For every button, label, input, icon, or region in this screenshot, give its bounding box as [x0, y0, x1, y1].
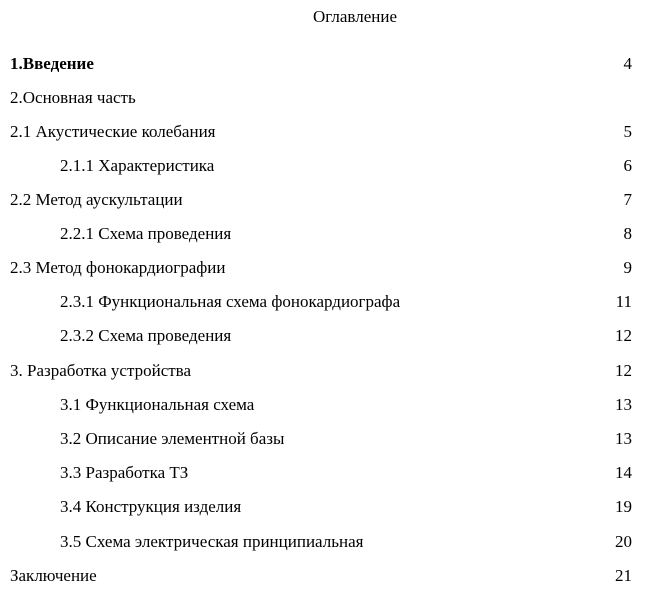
toc-entry	[0, 428, 666, 450]
toc-entry	[0, 462, 666, 484]
toc-entry-page: 6	[623, 156, 632, 175]
toc-entry-page: 13	[615, 429, 632, 448]
toc-entry	[0, 223, 666, 245]
toc-entry-label: 2.3.2 Схема проведения	[60, 326, 232, 345]
toc-entry	[0, 53, 666, 75]
toc-entry	[0, 155, 666, 177]
toc-entry-page: 4	[623, 54, 632, 73]
toc-entry	[0, 565, 666, 587]
toc-entry-page: 12	[615, 361, 632, 380]
toc-entry-label: 2.3 Метод фонокардиографии	[10, 258, 226, 277]
toc-entry	[0, 325, 666, 347]
toc-title: Оглавление	[313, 7, 397, 26]
toc-entry-label: Заключение	[10, 566, 97, 585]
toc-entry-label: 2.1 Акустические колебания	[10, 122, 216, 141]
toc-entry-page: 20	[615, 532, 632, 551]
toc-entry-page: 7	[623, 190, 632, 209]
toc-entry-page: 14	[615, 463, 632, 482]
toc-entry	[0, 87, 666, 109]
toc-entry	[0, 394, 666, 416]
toc-entry-label: 3.2 Описание элементной базы	[60, 429, 285, 448]
toc-entry-label: 2.2 Метод аускультации	[10, 190, 183, 209]
toc-entry-label: 3. Разработка устройства	[10, 361, 192, 380]
toc-entry-label: 2.3.1 Функциональная схема фонокардиографа	[60, 292, 401, 311]
toc-entry-page: 8	[623, 224, 632, 243]
toc-entry-label: 3.3 Разработка ТЗ	[60, 463, 189, 482]
toc-entry	[0, 257, 666, 279]
toc-entry-label: 2.Основная часть	[10, 88, 136, 107]
toc-entry-page: 19	[615, 497, 632, 516]
toc-entry-label: 2.2.1 Схема проведения	[60, 224, 232, 243]
toc-entry	[0, 291, 666, 313]
toc-entry-page: 11	[615, 292, 632, 311]
toc-entry-page: 9	[623, 258, 632, 277]
toc-entry-page: 12	[615, 326, 632, 345]
toc-entry-label: 2.1.1 Характеристика	[60, 156, 215, 175]
toc-entry	[0, 531, 666, 553]
toc-entry-label: 3.1 Функциональная схема	[60, 395, 255, 414]
toc-entry	[0, 189, 666, 211]
toc-entry	[0, 360, 666, 382]
toc-entry-page: 21	[615, 566, 632, 585]
toc-entry-page: 5	[623, 122, 632, 141]
toc-entry-page: 13	[615, 395, 632, 414]
toc-entry	[0, 496, 666, 518]
toc-entry	[0, 121, 666, 143]
toc-entry-label: 3.5 Схема электрическая принципиальная	[60, 532, 364, 551]
toc-entry-label: 3.4 Конструкция изделия	[60, 497, 242, 516]
toc-entry-label: 1.Введение	[10, 54, 94, 73]
